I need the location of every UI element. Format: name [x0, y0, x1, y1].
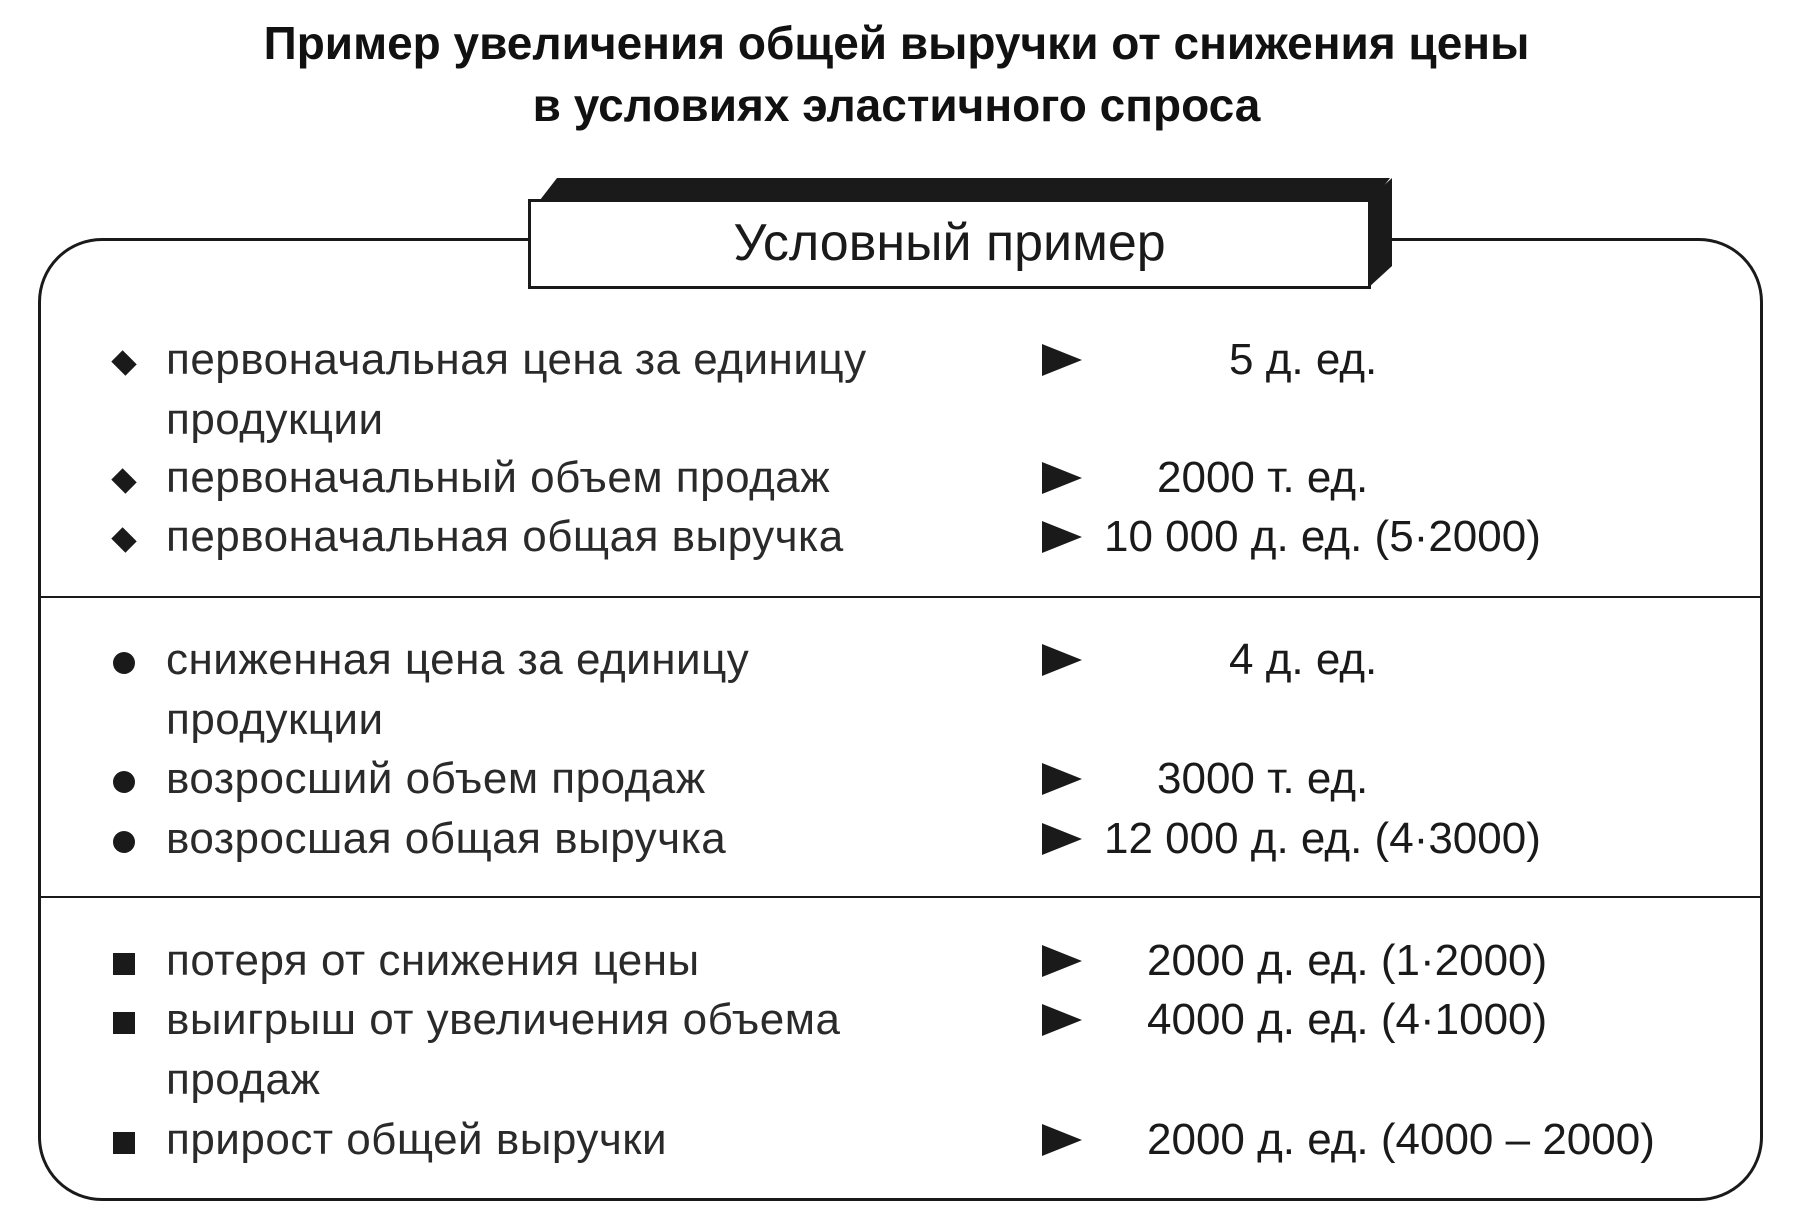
square-bullet-icon	[104, 1128, 144, 1158]
arrow-right-icon	[1040, 342, 1084, 378]
list-item-reduced-price	[0, 630, 1793, 690]
item-label: первоначальная цена за единицу	[166, 335, 867, 384]
arrow-right-icon	[1040, 1002, 1084, 1038]
diamond-bullet-icon	[104, 348, 144, 378]
item-value: 4000 д. ед. (4·1000)	[1147, 995, 1548, 1044]
list-item-continuation	[0, 390, 1793, 450]
list-item-increased-revenue	[0, 809, 1793, 869]
list-item-initial-volume	[0, 448, 1793, 508]
item-value: 12 000 д. ед. (4·3000)	[1104, 814, 1541, 863]
circle-bullet-icon	[104, 827, 144, 857]
header-box: Условный пример	[528, 199, 1371, 289]
circle-bullet-icon	[104, 648, 144, 678]
arrow-right-icon	[1040, 821, 1084, 857]
list-item-price-loss	[0, 931, 1793, 991]
item-value: 3000 т. ед.	[1157, 754, 1369, 803]
section-divider-1	[41, 596, 1760, 598]
item-label: возросшая общая выручка	[166, 814, 727, 863]
arrow-right-icon	[1040, 642, 1084, 678]
item-label: первоначальный объем продаж	[166, 453, 831, 502]
item-value: 5 д. ед.	[1229, 335, 1378, 384]
arrow-right-icon	[1040, 1122, 1084, 1158]
item-value: 2000 т. ед.	[1157, 453, 1369, 502]
diamond-bullet-icon	[104, 466, 144, 496]
item-label: прирост общей выручки	[166, 1115, 668, 1164]
item-label: выигрыш от увеличения объема	[166, 995, 841, 1044]
list-item-volume-gain	[0, 990, 1793, 1050]
arrow-right-icon	[1040, 761, 1084, 797]
list-item-continuation	[0, 690, 1793, 750]
list-item-initial-revenue	[0, 507, 1793, 567]
item-value: 2000 д. ед. (4000 – 2000)	[1147, 1115, 1655, 1164]
arrow-right-icon	[1040, 460, 1084, 496]
square-bullet-icon	[104, 1008, 144, 1038]
arrow-right-icon	[1040, 519, 1084, 555]
circle-bullet-icon	[104, 767, 144, 797]
header-box-shadow-top	[540, 178, 1390, 200]
diamond-bullet-icon	[104, 525, 144, 555]
title-line-2: в условиях эластичного спроса	[532, 79, 1261, 131]
diagram-title	[0, 12, 1793, 136]
title-line-1: Пример увеличения общей выручки от снижения цены	[263, 17, 1530, 69]
square-bullet-icon	[104, 949, 144, 979]
item-label-continued: продукции	[166, 695, 384, 744]
item-label: возросший объем продаж	[166, 754, 706, 803]
item-label: первоначальная общая выручка	[166, 512, 844, 561]
item-label: потеря от снижения цены	[166, 936, 700, 985]
list-item-revenue-growth	[0, 1110, 1793, 1170]
arrow-right-icon	[1040, 943, 1084, 979]
item-value: 2000 д. ед. (1·2000)	[1147, 936, 1548, 985]
item-label-continued: продукции	[166, 395, 384, 444]
list-item-increased-volume	[0, 749, 1793, 809]
item-label-continued: продаж	[166, 1055, 321, 1104]
list-item-continuation	[0, 1050, 1793, 1110]
list-item-initial-price	[0, 330, 1793, 390]
item-value: 10 000 д. ед. (5·2000)	[1104, 512, 1541, 561]
item-label: сниженная цена за единицу	[166, 635, 750, 684]
item-value: 4 д. ед.	[1229, 635, 1378, 684]
section-divider-2	[41, 896, 1760, 898]
